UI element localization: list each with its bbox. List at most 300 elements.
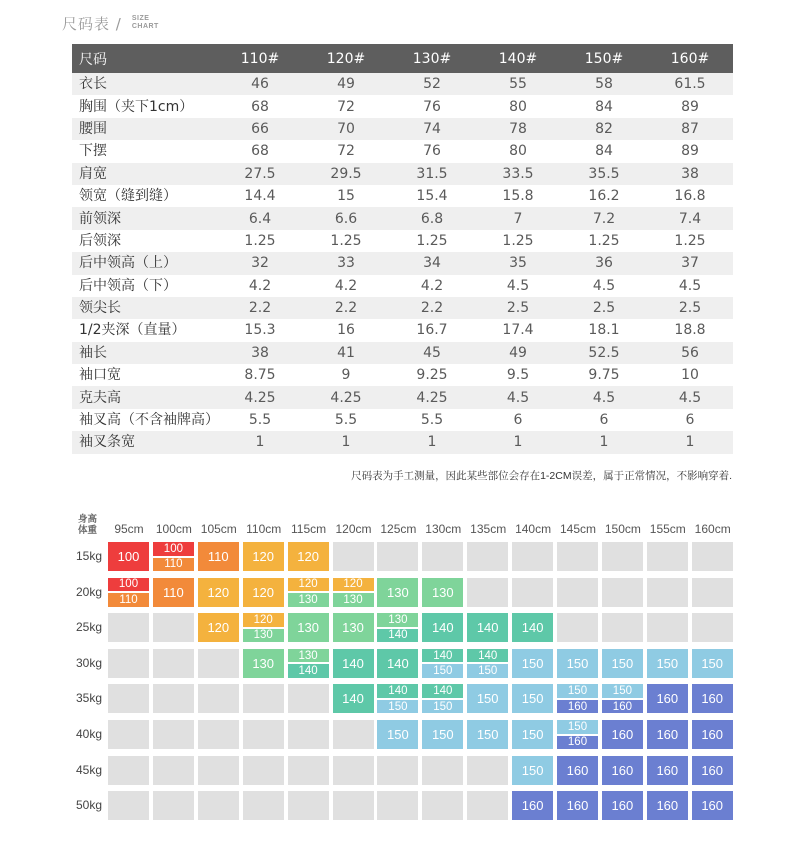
size-badge: 160 <box>602 720 643 749</box>
size-badge-lower: 130 <box>333 593 374 607</box>
table-cell: 68 <box>217 95 303 117</box>
size-badge: 110 <box>198 542 239 571</box>
grid-cell <box>108 542 149 571</box>
grid-cell-empty <box>108 684 149 713</box>
table-cell: 45 <box>389 342 475 364</box>
size-badge: 150 <box>467 720 508 749</box>
grid-cell-empty <box>108 613 149 642</box>
table-row <box>72 364 733 386</box>
height-label: 130cm <box>425 522 462 536</box>
grid-cell-empty <box>602 613 643 642</box>
size-badge-upper: 130 <box>288 649 329 663</box>
table-cell: 15.4 <box>389 185 475 207</box>
grid-cell <box>557 649 598 678</box>
grid-cell-empty <box>602 542 643 571</box>
size-badge-upper: 130 <box>377 613 418 627</box>
grid-cell-empty <box>647 613 688 642</box>
row-label: 肩宽 <box>72 163 217 185</box>
table-cell: 72 <box>303 95 389 117</box>
grid-cell <box>288 613 329 642</box>
grid-cell-empty <box>108 791 149 820</box>
size-badge-upper: 120 <box>243 613 284 627</box>
table-cell: 55 <box>475 73 561 95</box>
size-badge: 160 <box>557 791 598 820</box>
table-cell: 84 <box>561 95 647 117</box>
table-row <box>72 140 733 162</box>
row-label: 袖长 <box>72 342 217 364</box>
table-cell: 8.75 <box>217 364 303 386</box>
table-row <box>72 409 733 431</box>
table-row <box>72 207 733 229</box>
grid-cell-empty <box>198 684 239 713</box>
size-badge-lower: 160 <box>557 736 598 750</box>
size-badge: 160 <box>557 756 598 785</box>
table-cell: 36 <box>561 252 647 274</box>
table-cell: 49 <box>303 73 389 95</box>
size-table-header <box>72 44 733 73</box>
grid-cell <box>198 578 239 607</box>
row-label: 后中领高（上） <box>72 252 217 274</box>
grid-corner-label <box>78 514 97 536</box>
size-badge: 150 <box>377 720 418 749</box>
weight-label: 15kg <box>76 549 103 563</box>
row-label: 袖叉条宽 <box>72 431 217 453</box>
grid-cell <box>692 756 733 785</box>
grid-cell-empty <box>243 756 284 785</box>
grid-cell-empty <box>198 649 239 678</box>
table-row <box>72 431 733 453</box>
size-badge-lower: 110 <box>153 558 194 572</box>
height-label: 140cm <box>515 522 552 536</box>
grid-cell-empty <box>153 756 194 785</box>
table-cell: 4.25 <box>303 386 389 408</box>
table-cell: 9.75 <box>561 364 647 386</box>
size-badge: 160 <box>647 756 688 785</box>
weight-label: 30kg <box>76 655 103 670</box>
column-header: 120# <box>303 44 389 73</box>
size-badge-upper: 100 <box>108 578 149 592</box>
grid-cell-empty <box>512 542 553 571</box>
grid-cell-empty <box>422 756 463 785</box>
table-cell: 4.25 <box>389 386 475 408</box>
grid-cell-empty <box>647 542 688 571</box>
header-subtitle <box>132 15 172 31</box>
grid-cell-empty <box>153 649 194 678</box>
table-row <box>72 230 733 252</box>
table-cell: 58 <box>561 73 647 95</box>
size-badge: 130 <box>333 613 374 642</box>
table-cell: 9.5 <box>475 364 561 386</box>
table-cell: 76 <box>389 95 475 117</box>
size-badge: 160 <box>647 720 688 749</box>
grid-cell-empty <box>243 684 284 713</box>
grid-cell-empty <box>288 720 329 749</box>
table-cell: 35 <box>475 252 561 274</box>
table-cell: 27.5 <box>217 163 303 185</box>
size-badge: 120 <box>198 613 239 642</box>
table-cell: 66 <box>217 118 303 140</box>
grid-cell-empty <box>557 578 598 607</box>
table-cell: 46 <box>217 73 303 95</box>
grid-cell <box>288 649 329 678</box>
grid-cell <box>243 649 284 678</box>
grid-cell-empty <box>467 791 508 820</box>
grid-cell <box>557 791 598 820</box>
weight-label: 25kg <box>76 620 103 635</box>
grid-cell-empty <box>377 542 418 571</box>
grid-cell-empty <box>333 791 374 820</box>
table-cell: 89 <box>647 140 733 162</box>
size-badge-lower: 150 <box>422 700 463 714</box>
grid-cell <box>692 684 733 713</box>
grid-cell <box>512 720 553 749</box>
column-header: 160# <box>647 44 733 73</box>
table-cell: 7 <box>475 207 561 229</box>
size-badge: 140 <box>422 613 463 642</box>
size-badge: 160 <box>647 791 688 820</box>
table-cell: 41 <box>303 342 389 364</box>
grid-cell-empty <box>333 720 374 749</box>
size-badge-upper: 120 <box>333 578 374 592</box>
table-cell: 4.25 <box>217 386 303 408</box>
grid-cell-empty <box>333 542 374 571</box>
height-label: 110cm <box>246 522 282 536</box>
row-label: 前领深 <box>72 207 217 229</box>
weight-label: 40kg <box>76 727 103 741</box>
size-badge-lower: 150 <box>422 664 463 678</box>
table-cell: 2.2 <box>303 297 389 319</box>
weight-label: 45kg <box>76 762 103 777</box>
size-badge: 140 <box>377 649 418 678</box>
height-label: 155cm <box>649 522 686 536</box>
row-label: 下摆 <box>72 140 217 162</box>
table-cell: 1 <box>561 431 647 453</box>
table-cell: 2.5 <box>561 297 647 319</box>
table-cell: 87 <box>647 118 733 140</box>
height-label: 95cm <box>114 522 144 536</box>
grid-cell-empty <box>108 649 149 678</box>
table-cell: 80 <box>475 95 561 117</box>
table-cell: 37 <box>647 252 733 274</box>
grid-cell <box>422 684 463 713</box>
grid-cell <box>108 578 149 607</box>
row-label: 领宽（缝到缝） <box>72 185 217 207</box>
height-label: 115cm <box>291 522 327 536</box>
table-cell: 1.25 <box>647 230 733 252</box>
table-row <box>72 342 733 364</box>
weight-label: 50kg <box>76 798 103 813</box>
table-cell: 16.2 <box>561 185 647 207</box>
table-cell: 9 <box>303 364 389 386</box>
table-cell: 49 <box>475 342 561 364</box>
height-label: 145cm <box>559 522 597 536</box>
table-cell: 1.25 <box>217 230 303 252</box>
size-badge-upper: 150 <box>557 720 598 734</box>
table-cell: 14.4 <box>217 185 303 207</box>
grid-cell <box>512 791 553 820</box>
table-cell: 6 <box>561 409 647 431</box>
row-label: 1/2夹深（直量） <box>72 319 217 341</box>
table-cell: 18.1 <box>561 319 647 341</box>
grid-cell <box>377 649 418 678</box>
table-cell: 2.5 <box>475 297 561 319</box>
height-label: 120cm <box>335 522 372 536</box>
table-cell: 2.2 <box>217 297 303 319</box>
table-row <box>72 185 733 207</box>
table-cell: 6.6 <box>303 207 389 229</box>
table-cell: 18.8 <box>647 319 733 341</box>
table-cell: 34 <box>389 252 475 274</box>
size-badge: 120 <box>198 578 239 607</box>
size-badge: 130 <box>422 578 463 607</box>
grid-cell <box>422 613 463 642</box>
table-cell: 17.4 <box>475 319 561 341</box>
grid-cell-empty <box>108 756 149 785</box>
grid-cell <box>377 684 418 713</box>
grid-cell-empty <box>198 756 239 785</box>
grid-cell-empty <box>512 578 553 607</box>
header-title: 尺码表 / <box>62 14 122 33</box>
grid-cell <box>243 542 284 571</box>
grid-cell <box>333 649 374 678</box>
grid-cell <box>557 756 598 785</box>
grid-cell-empty <box>288 684 329 713</box>
weight-label: 20kg <box>76 584 103 599</box>
size-badge: 150 <box>647 649 688 678</box>
table-cell: 61.5 <box>647 73 733 95</box>
table-cell: 76 <box>389 140 475 162</box>
size-badge: 150 <box>512 720 553 749</box>
column-header: 110# <box>217 44 303 73</box>
table-cell: 1 <box>475 431 561 453</box>
measurement-note: 尺码表为手工测量，因此某些部位会存在1-2CM误差，属于正常情况，不影响穿着. <box>351 470 732 482</box>
size-badge: 150 <box>467 684 508 713</box>
size-badge-upper: 100 <box>153 542 194 556</box>
grid-cell-empty <box>153 613 194 642</box>
grid-cell <box>512 649 553 678</box>
size-badge-lower: 160 <box>557 700 598 714</box>
grid-cell <box>243 613 284 642</box>
size-badge: 140 <box>467 613 508 642</box>
table-cell: 16 <box>303 319 389 341</box>
size-badge-lower: 130 <box>288 593 329 607</box>
grid-cell <box>467 684 508 713</box>
height-label: 105cm <box>200 522 237 536</box>
grid-cell-empty <box>333 756 374 785</box>
page-header <box>62 12 172 34</box>
height-label: 135cm <box>470 522 507 536</box>
grid-cell <box>377 720 418 749</box>
size-badge: 120 <box>243 578 284 607</box>
table-row <box>72 275 733 297</box>
table-cell: 32 <box>217 252 303 274</box>
size-badge-lower: 140 <box>288 664 329 678</box>
grid-cell-empty <box>467 578 508 607</box>
table-cell: 4.5 <box>647 275 733 297</box>
corner-height-label: 身高 <box>78 514 98 525</box>
grid-cell <box>153 542 194 571</box>
size-badge-lower: 110 <box>108 593 149 607</box>
size-badge-lower: 150 <box>377 700 418 714</box>
size-badge: 150 <box>512 649 553 678</box>
grid-cell <box>602 756 643 785</box>
table-cell: 52.5 <box>561 342 647 364</box>
grid-cell <box>647 720 688 749</box>
table-cell: 35.5 <box>561 163 647 185</box>
table-cell: 7.4 <box>647 207 733 229</box>
grid-cell-empty <box>198 791 239 820</box>
table-row <box>72 319 733 341</box>
size-badge-upper: 150 <box>557 684 598 698</box>
height-label: 160cm <box>694 522 731 536</box>
row-label: 后领深 <box>72 230 217 252</box>
corner-weight-label: 体重 <box>78 525 98 536</box>
grid-cell <box>333 578 374 607</box>
size-badge-upper: 140 <box>422 684 463 698</box>
size-badge: 160 <box>692 684 733 713</box>
column-header: 150# <box>561 44 647 73</box>
size-badge: 130 <box>288 613 329 642</box>
grid-cell <box>692 720 733 749</box>
size-badge: 160 <box>692 791 733 820</box>
row-label: 胸围（夹下1cm） <box>72 95 217 117</box>
size-badge-lower: 150 <box>467 664 508 678</box>
table-cell: 7.2 <box>561 207 647 229</box>
grid-cell <box>467 613 508 642</box>
table-cell: 70 <box>303 118 389 140</box>
table-row <box>72 252 733 274</box>
grid-cell <box>288 578 329 607</box>
table-row <box>72 95 733 117</box>
grid-cell <box>647 791 688 820</box>
size-badge-lower: 160 <box>602 700 643 714</box>
grid-cell <box>647 684 688 713</box>
table-cell: 29.5 <box>303 163 389 185</box>
table-cell: 52 <box>389 73 475 95</box>
grid-cell-empty <box>243 720 284 749</box>
grid-cell-empty <box>243 791 284 820</box>
grid-cell-empty <box>467 756 508 785</box>
size-badge: 140 <box>333 649 374 678</box>
size-badge-upper: 120 <box>288 578 329 592</box>
grid-cell <box>422 720 463 749</box>
table-cell: 2.5 <box>647 297 733 319</box>
grid-cell <box>198 542 239 571</box>
size-badge-upper: 140 <box>422 649 463 663</box>
grid-cell <box>198 613 239 642</box>
column-header: 130# <box>389 44 475 73</box>
table-cell: 80 <box>475 140 561 162</box>
grid-cell-empty <box>153 684 194 713</box>
row-label: 克夫高 <box>72 386 217 408</box>
table-cell: 82 <box>561 118 647 140</box>
table-cell: 4.2 <box>217 275 303 297</box>
table-cell: 84 <box>561 140 647 162</box>
table-cell: 4.5 <box>475 386 561 408</box>
grid-cell-empty <box>692 542 733 571</box>
size-badge-upper: 140 <box>467 649 508 663</box>
grid-cell-empty <box>422 542 463 571</box>
table-cell: 9.25 <box>389 364 475 386</box>
table-cell: 6 <box>647 409 733 431</box>
grid-cell <box>512 684 553 713</box>
table-cell: 4.2 <box>303 275 389 297</box>
table-row <box>72 73 733 95</box>
table-cell: 4.5 <box>647 386 733 408</box>
size-badge: 120 <box>288 542 329 571</box>
table-cell: 6.8 <box>389 207 475 229</box>
header-subtitle-line1: SIZE <box>131 15 150 22</box>
height-label: 150cm <box>604 522 641 536</box>
weight-label: 35kg <box>76 691 103 706</box>
grid-cell <box>467 649 508 678</box>
grid-cell <box>602 649 643 678</box>
grid-cell-empty <box>153 791 194 820</box>
size-badge: 150 <box>692 649 733 678</box>
grid-cell <box>692 791 733 820</box>
size-badge-upper: 150 <box>602 684 643 698</box>
table-cell: 16.7 <box>389 319 475 341</box>
size-badge: 120 <box>243 542 284 571</box>
grid-cell <box>333 684 374 713</box>
table-cell: 5.5 <box>303 409 389 431</box>
table-cell: 33 <box>303 252 389 274</box>
size-table <box>72 44 733 454</box>
table-cell: 56 <box>647 342 733 364</box>
table-cell: 1 <box>217 431 303 453</box>
size-badge-upper: 140 <box>377 684 418 698</box>
grid-cell <box>422 578 463 607</box>
grid-cell <box>333 613 374 642</box>
grid-cell <box>243 578 284 607</box>
header-subtitle-line2: CHART <box>131 23 159 30</box>
size-badge: 150 <box>512 756 553 785</box>
size-table-body <box>72 73 733 454</box>
table-cell: 1 <box>303 431 389 453</box>
table-cell: 16.8 <box>647 185 733 207</box>
row-label: 领尖长 <box>72 297 217 319</box>
grid-cell-empty <box>377 791 418 820</box>
table-cell: 15.8 <box>475 185 561 207</box>
grid-cell <box>512 613 553 642</box>
grid-cell-empty <box>153 720 194 749</box>
table-cell: 38 <box>647 163 733 185</box>
grid-cell-empty <box>647 578 688 607</box>
grid-cell <box>602 684 643 713</box>
table-cell: 33.5 <box>475 163 561 185</box>
table-row <box>72 386 733 408</box>
grid-cell-empty <box>288 756 329 785</box>
grid-cell <box>467 720 508 749</box>
row-label: 衣长 <box>72 73 217 95</box>
size-badge: 110 <box>153 578 194 607</box>
table-cell: 4.5 <box>561 275 647 297</box>
table-cell: 31.5 <box>389 163 475 185</box>
table-cell: 5.5 <box>389 409 475 431</box>
table-cell: 89 <box>647 95 733 117</box>
grid-cell-empty <box>557 613 598 642</box>
table-cell: 68 <box>217 140 303 162</box>
table-cell: 72 <box>303 140 389 162</box>
row-label: 袖叉高（不含袖牌高） <box>72 409 217 431</box>
size-badge: 160 <box>692 756 733 785</box>
grid-cell-empty <box>198 720 239 749</box>
table-row <box>72 163 733 185</box>
table-cell: 2.2 <box>389 297 475 319</box>
row-label: 腰围 <box>72 118 217 140</box>
size-badge-lower: 130 <box>243 629 284 643</box>
table-cell: 74 <box>389 118 475 140</box>
